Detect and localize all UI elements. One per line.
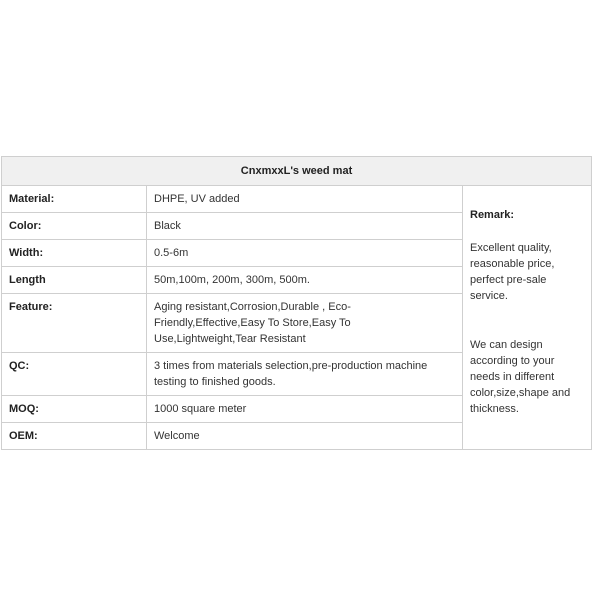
row-label-moq: MOQ: [2, 396, 147, 423]
row-label-feature: Feature: [2, 294, 147, 353]
row-value-moq: 1000 square meter [147, 396, 463, 423]
row-label-color: Color: [2, 213, 147, 240]
row-value-oem: Welcome [147, 423, 463, 450]
row-value-qc: 3 times from materials selection,pre-production machine testing to finished goods. [147, 353, 463, 396]
table-title: CnxmxxL's weed mat [2, 157, 592, 186]
row-value-material: DHPE, UV added [147, 186, 463, 213]
row-value-feature: Aging resistant,Corrosion,Durable , Eco-Friendly,Effective,Easy To Store,Easy To Use,Lightweight,Tear Resistant [147, 294, 463, 353]
row-label-length: Length [2, 267, 147, 294]
row-value-color: Black [147, 213, 463, 240]
row-value-width: 0.5-6m [147, 240, 463, 267]
row-label-width: Width: [2, 240, 147, 267]
table-title-row [2, 157, 592, 186]
table-row [2, 186, 592, 213]
row-label-qc: QC: [2, 353, 147, 396]
remark-text-design: We can design according to your needs in different color,size,shape and thickness. [470, 339, 571, 415]
row-label-oem: OEM: [2, 423, 147, 450]
row-value-length: 50m,100m, 200m, 300m, 500m. [147, 267, 463, 294]
product-spec-table [1, 156, 592, 450]
row-label-material: Material: [2, 186, 147, 213]
remark-title: Remark: [470, 209, 515, 221]
remark-text-quality: Excellent quality, reasonable price, perfect pre-sale service. [470, 242, 555, 302]
remark-cell [463, 186, 592, 450]
